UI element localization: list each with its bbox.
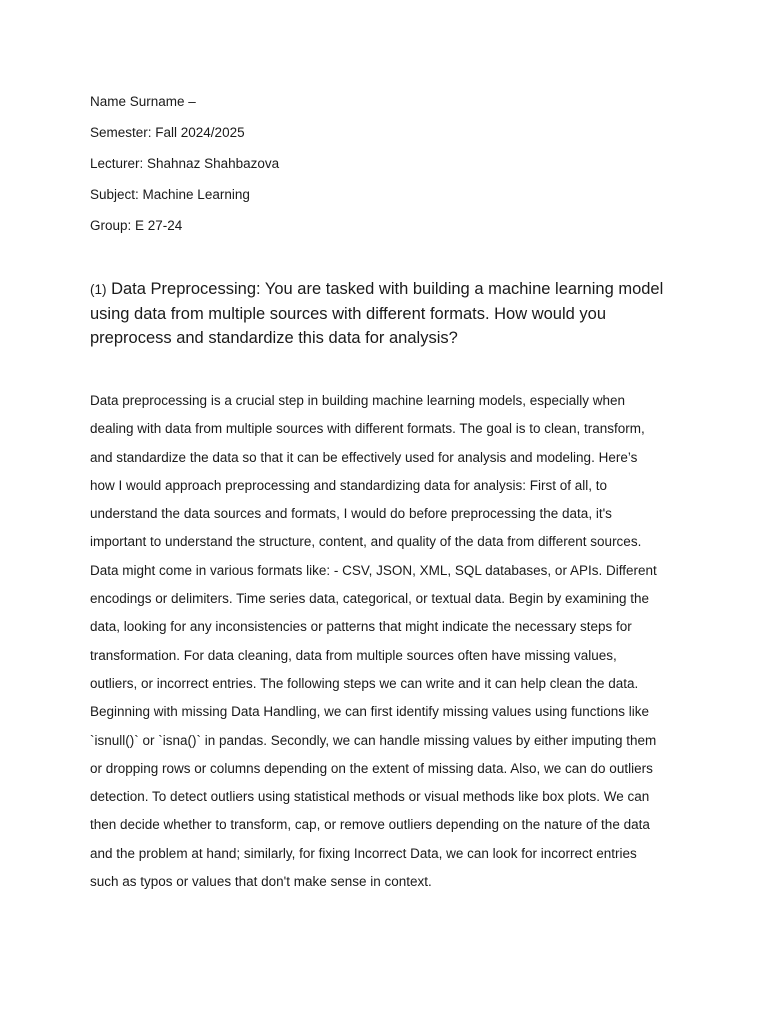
- answer-line: understand the data sources and formats, I would do before preprocessing the data, it's: [90, 506, 612, 522]
- answer-line: `isnull()` or `isna()` in pandas. Secondly, we can handle missing values by either imputing them: [90, 732, 657, 748]
- answer-line: how I would approach preprocessing and standardizing data for analysis: First of all, to: [90, 477, 608, 493]
- question-heading: [90, 277, 670, 350]
- answer-line: such as typos or values that don't make sense in context.: [90, 874, 432, 890]
- answer-line: detection. To detect outliers using statistical methods or visual methods like box plots. We can: [90, 789, 650, 805]
- answer-line: encodings or delimiters. Time series data, categorical, or textual data. Begin by examining the: [90, 591, 650, 607]
- answer-line: outliers, or incorrect entries. The following steps we can write and it can help clean the data.: [90, 675, 639, 691]
- question-number: (1): [90, 282, 107, 297]
- name-line: Name Surname –: [90, 94, 196, 109]
- answer-line: Beginning with missing Data Handling, we can first identify missing values using functions like: [90, 704, 650, 720]
- answer-line: important to understand the structure, content, and quality of the data from different sources.: [90, 534, 642, 550]
- answer-line: and the problem at hand; similarly, for fixing Incorrect Data, we can look for incorrect entries: [90, 845, 637, 861]
- semester-line: Semester: Fall 2024/2025: [90, 125, 245, 140]
- group-line: Group: E 27-24: [90, 218, 183, 233]
- answer-line: then decide whether to transform, cap, or remove outliers depending on the nature of the data: [90, 817, 650, 833]
- question-line-2: using data from multiple sources with different formats. How would you: [90, 305, 607, 323]
- answer-line: dealing with data from multiple sources with different formats. The goal is to clean, transform,: [90, 421, 645, 437]
- student-info-block: [90, 92, 690, 247]
- question-line-3: preprocess and standardize this data for analysis?: [90, 329, 458, 347]
- answer-line: Data might come in various formats like: - CSV, JSON, XML, SQL databases, or APIs. Different: [90, 562, 657, 578]
- answer-line: transformation. For data cleaning, data from multiple sources often have missing values,: [90, 647, 617, 663]
- answer-line: or dropping rows or columns depending on the extent of missing data. Also, we can do outliers: [90, 760, 653, 776]
- answer-line: Data preprocessing is a crucial step in building machine learning models, especially when: [90, 393, 626, 408]
- question-line-1: Data Preprocessing: You are tasked with building a machine learning model: [111, 280, 664, 298]
- answer-line: and standardize the data so that it can be effectively used for analysis and modeling. Here’s: [90, 449, 638, 465]
- subject-line: Subject: Machine Learning: [90, 187, 250, 202]
- lecturer-line: Lecturer: Shahnaz Shahbazova: [90, 156, 280, 171]
- answer-paragraph: [90, 387, 688, 896]
- answer-line: data, looking for any inconsistencies or patterns that might indicate the necessary steps for: [90, 619, 632, 635]
